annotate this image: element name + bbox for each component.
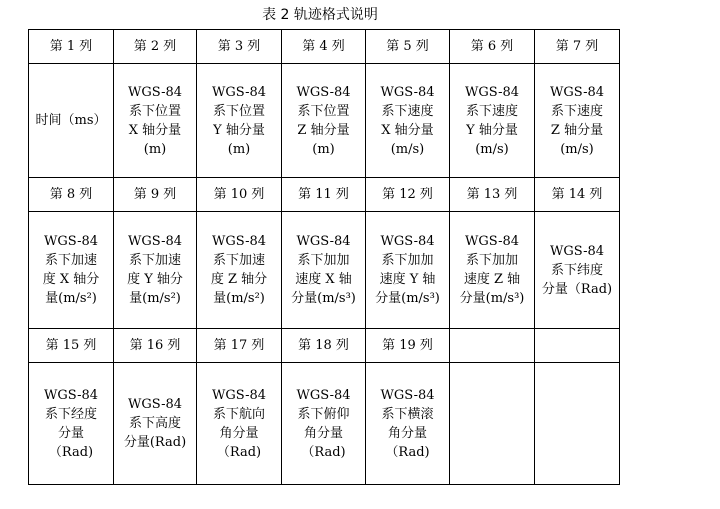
cell-text-line: 系下加加: [297, 253, 350, 268]
column-header-cell: 第 11 列: [282, 178, 366, 212]
cell-text-line: WGS-84: [211, 84, 267, 100]
description-cell: [197, 64, 282, 178]
description-cell: [197, 212, 282, 329]
cell-text-line: 角分量: [387, 425, 427, 441]
cell-text-line: 度 Z 轴分: [210, 272, 268, 287]
column-header-cell: 第 12 列: [366, 178, 450, 212]
cell-text-line: WGS-84: [464, 234, 520, 249]
cell-text-line: 速度 Y 轴: [379, 272, 436, 287]
description-cell: [197, 363, 282, 485]
cell-text-line: Y 轴分量: [466, 122, 518, 138]
cell-text-line: 系下位置: [297, 103, 350, 119]
cell-text-line: X 轴分量: [381, 122, 434, 138]
cell-text-line: (m/s): [475, 141, 509, 157]
description-cell: [366, 64, 450, 178]
cell-text-line: 角分量: [219, 425, 259, 441]
cell-text-line: 系下纬度: [550, 262, 603, 278]
cell-text-line: 系下航向: [212, 406, 265, 422]
cell-text-line: 量(m/s²): [45, 291, 97, 306]
description-cell: [535, 212, 620, 329]
cell-text-line: 分量(Rad): [123, 435, 187, 450]
cell-text-line: 系下位置: [128, 103, 181, 119]
cell-text-line: 分量(m/s³): [459, 291, 525, 306]
cell-text-line: 分量(m/s³): [375, 291, 440, 306]
cell-text-line: WGS-84: [296, 234, 351, 249]
description-cell: [366, 363, 450, 485]
cell-text-line: 系下横滚: [381, 406, 434, 422]
description-cell: [450, 212, 535, 329]
cell-text-line: 度 Y 轴分: [127, 272, 183, 287]
header-row: [29, 329, 620, 363]
empty-cell: [450, 363, 535, 485]
cell-text-line: WGS-84: [211, 387, 267, 403]
cell-text-line: Z 轴分量: [297, 122, 350, 138]
cell-text-line: WGS-84: [127, 397, 183, 412]
cell-text-line: 分量: [57, 425, 84, 441]
cell-text-line: (m): [143, 141, 167, 157]
cell-text-line: （Rad): [301, 444, 346, 460]
cell-text-line: WGS-84: [464, 84, 520, 100]
column-header-cell: 第 16 列: [114, 329, 197, 363]
cell-text-line: 量(m/s²): [213, 291, 265, 306]
cell-text-line: WGS-84: [380, 387, 435, 403]
cell-text-line: 系下经度: [44, 406, 97, 422]
cell-text-line: WGS-84: [127, 84, 183, 100]
description-row: [29, 212, 620, 329]
cell-text-line: WGS-84: [380, 84, 435, 100]
cell-text-line: WGS-84: [296, 387, 351, 403]
cell-text-line: 系下速度: [550, 103, 603, 119]
column-header-cell: 第 2 列: [114, 30, 197, 64]
cell-text-line: (m/s): [390, 141, 425, 157]
description-cell: [535, 64, 620, 178]
description-cell: [29, 64, 114, 178]
cell-text-line: WGS-84: [296, 84, 351, 100]
description-cell: [29, 363, 114, 485]
cell-text-line: 度 X 轴分: [42, 272, 100, 287]
column-header-cell: 第 1 列: [29, 30, 114, 64]
column-header-cell: 第 7 列: [535, 30, 620, 64]
description-cell: [114, 64, 197, 178]
description-cell: [29, 212, 114, 329]
cell-text-line: X 轴分量: [128, 122, 182, 138]
description-row: [29, 363, 620, 485]
table-caption: 表 2 轨迹格式说明: [262, 7, 378, 23]
cell-text-line: （Rad): [216, 444, 262, 460]
column-header-cell: 第 8 列: [29, 178, 114, 212]
cell-text-line: 系下位置: [212, 103, 265, 119]
description-cell: [114, 212, 197, 329]
cell-text-line: 系下加速: [212, 253, 265, 268]
cell-text-line: Y 轴分量: [213, 122, 265, 138]
column-header-cell: 第 13 列: [450, 178, 535, 212]
column-header-cell: 第 5 列: [366, 30, 450, 64]
column-header-cell: 第 15 列: [29, 329, 114, 363]
cell-text-line: (m): [312, 141, 335, 157]
cell-text-line: (m): [227, 141, 251, 157]
header-row: [29, 178, 620, 212]
cell-text-line: Z 轴分量: [550, 122, 604, 138]
cell-text-line: WGS-84: [549, 243, 605, 259]
cell-text-line: 系下高度: [128, 416, 181, 431]
cell-text-line: 时间（ms）: [35, 113, 107, 128]
column-header-cell: 第 9 列: [114, 178, 197, 212]
cell-text-line: 系下加速: [44, 253, 97, 268]
cell-text-line: WGS-84: [43, 387, 99, 403]
column-header-cell: 第 18 列: [282, 329, 366, 363]
column-header-cell: 第 6 列: [450, 30, 535, 64]
cell-text-line: 系下俯仰: [297, 406, 350, 422]
cell-text-line: （Rad): [385, 444, 430, 460]
cell-text-line: 速度 X 轴: [295, 272, 352, 287]
cell-text-line: （Rad): [48, 444, 94, 460]
description-row: [29, 64, 620, 178]
cell-text-line: WGS-84: [549, 84, 605, 100]
description-cell: [282, 64, 366, 178]
cell-text-line: WGS-84: [127, 234, 183, 249]
description-cell: [282, 212, 366, 329]
column-header-cell: [535, 329, 620, 363]
cell-text-line: 系下加加: [381, 253, 434, 268]
cell-text-line: WGS-84: [43, 234, 99, 249]
cell-text-line: WGS-84: [380, 234, 435, 249]
column-header-cell: 第 10 列: [197, 178, 282, 212]
cell-text-line: 系下速度: [381, 103, 434, 119]
column-header-cell: 第 17 列: [197, 329, 282, 363]
header-row: [29, 30, 620, 64]
empty-cell: [535, 363, 620, 485]
column-header-cell: [450, 329, 535, 363]
column-header-cell: 第 14 列: [535, 178, 620, 212]
cell-text-line: 角分量: [303, 425, 343, 441]
column-header-cell: 第 3 列: [197, 30, 282, 64]
column-header-cell: 第 19 列: [366, 329, 450, 363]
description-cell: [282, 363, 366, 485]
cell-text-line: 系下速度: [465, 103, 518, 119]
cell-text-line: 速度 Z 轴: [463, 272, 521, 287]
description-cell: [450, 64, 535, 178]
cell-text-line: 系下加加: [465, 253, 518, 268]
cell-text-line: (m/s): [560, 141, 594, 157]
trajectory-format-table: [28, 29, 620, 485]
cell-text-line: 分量（Rad): [541, 281, 613, 297]
cell-text-line: 系下加速: [128, 253, 181, 268]
description-cell: [114, 363, 197, 485]
description-cell: [366, 212, 450, 329]
cell-text-line: WGS-84: [211, 234, 267, 249]
cell-text-line: 分量(m/s³): [291, 291, 356, 306]
cell-text-line: 量(m/s²): [129, 291, 181, 306]
column-header-cell: 第 4 列: [282, 30, 366, 64]
